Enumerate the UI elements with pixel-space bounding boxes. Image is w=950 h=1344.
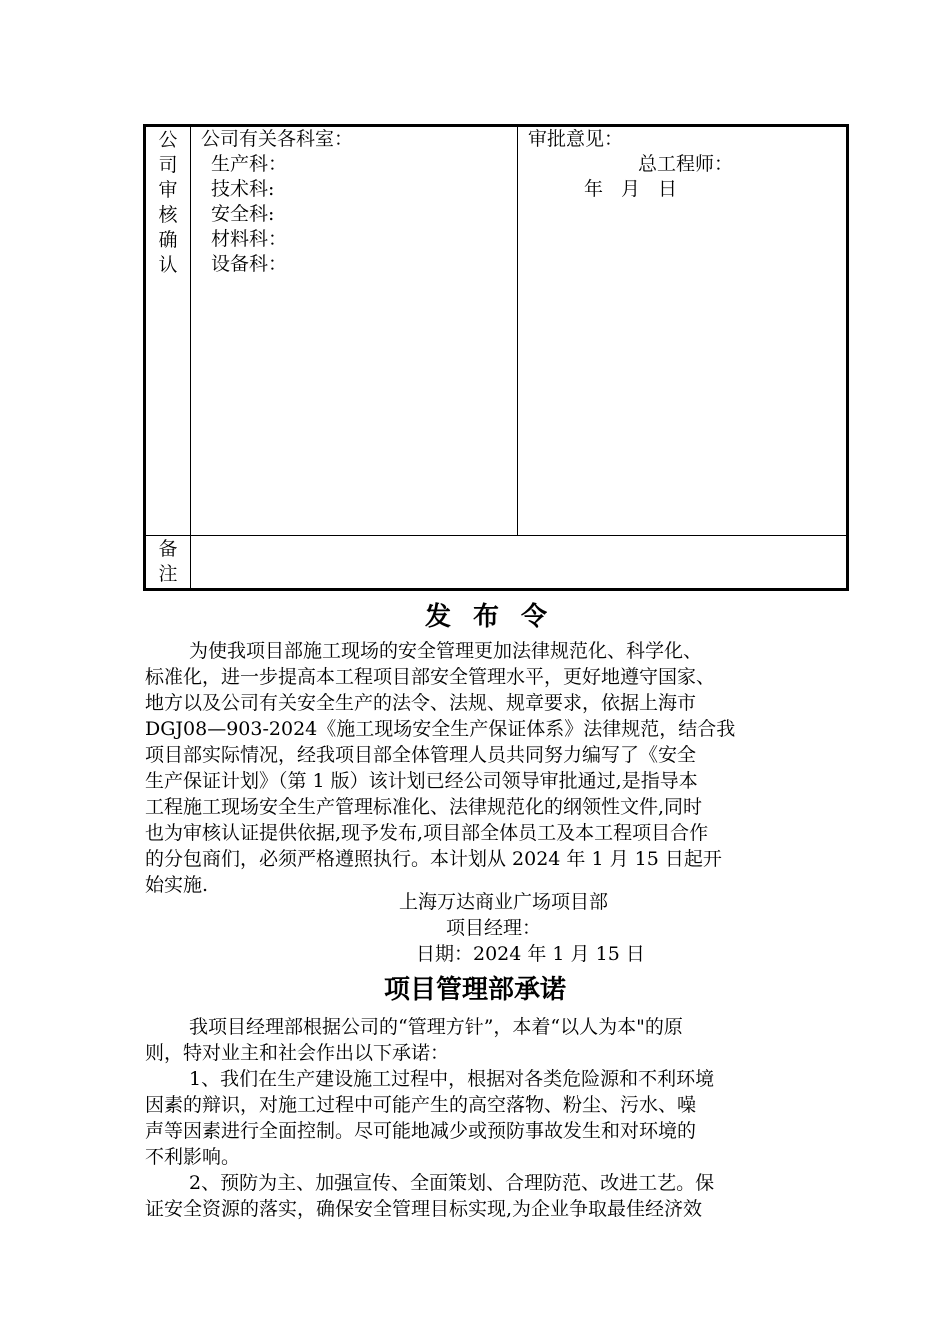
commitment-title: 项目管理部承诺 xyxy=(383,975,566,1005)
department-technology: 技术科: xyxy=(211,178,275,200)
department-production: 生产科： xyxy=(211,153,288,175)
publication-order-body xyxy=(145,638,807,898)
approval-label: 审批意见： xyxy=(528,128,624,150)
departments-heading: 公司有关各科室： xyxy=(201,128,354,150)
body-line: 为使我项目部施工现场的安全管理更加法律规范化、科学化、 xyxy=(189,640,703,662)
body-line: 标准化，进一步提高本工程项目部安全管理水平，更好地遵守国家、 xyxy=(145,666,716,688)
commitment-line: 证安全资源的落实，确保安全管理目标实现,为企业争取最佳经济效 xyxy=(145,1198,703,1220)
body-line: 工程施工现场安全生产管理标准化、法律规范化的纲领性文件,同时 xyxy=(145,796,703,818)
approval-cell xyxy=(518,126,848,536)
remarks-content-cell xyxy=(191,536,848,590)
date-year: 年 xyxy=(584,178,604,200)
commitment-line: 1、我们在生产建设施工过程中，根据对各类危险源和不利环境 xyxy=(189,1068,715,1090)
commitment-line: 不利影响。 xyxy=(145,1146,241,1168)
signature-date: 日期：2024 年 1 月 15 日 xyxy=(416,943,645,965)
company-review-label-cell xyxy=(145,126,191,536)
approval-date xyxy=(528,177,846,202)
publication-signature xyxy=(0,889,950,967)
chief-engineer-label: 总工程师： xyxy=(638,153,734,175)
remarks-row xyxy=(145,536,848,590)
body-line: 项目部实际情况，经我项目部全体管理人员共同努力编写了《安全 xyxy=(145,744,697,766)
commitment-line: 我项目经理部根据公司的“管理方针”，本着“以人为本"的原 xyxy=(189,1016,683,1038)
body-line: 也为审核认证提供依据,现予发布,项目部全体员工及本工程项目合作 xyxy=(145,822,709,844)
remarks-label: 备 注 xyxy=(158,538,178,585)
commitment-line: 因素的辩识，对施工过程中可能产生的高空落物、粉尘、污水、噪 xyxy=(145,1094,697,1116)
commitment-line: 则，特对业主和社会作出以下承诺： xyxy=(145,1042,450,1064)
body-line: 的分包商们，必须严格遵照执行。本计划从 2024 年 1 月 15 日起开 xyxy=(145,848,722,870)
body-line: 生产保证计划》（第 1 版）该计划已经公司领导审批通过,是指导本 xyxy=(145,770,698,792)
signature-org: 上海万达商业广场项目部 xyxy=(399,891,609,913)
body-line: 地方以及公司有关安全生产的法令、法规、规章要求，依据上海市 xyxy=(145,692,697,714)
department-equipment: 设备科： xyxy=(211,253,288,275)
department-safety: 安全科: xyxy=(211,203,275,225)
commitment-line: 2、预防为主、加强宣传、全面策划、合理防范、改进工艺。保 xyxy=(189,1172,715,1194)
date-day: 日 xyxy=(658,178,678,200)
date-month: 月 xyxy=(621,178,641,200)
signature-manager: 项目经理： xyxy=(446,917,542,939)
company-review-table xyxy=(143,124,849,591)
publication-order-title: 发布令 xyxy=(424,602,569,632)
body-line: DGJ08—903-2024《施工现场安全生产保证体系》法律规范，结合我 xyxy=(145,718,736,740)
company-review-label: 公 司 审 核 确 认 xyxy=(158,129,178,276)
remarks-label-cell xyxy=(145,536,191,590)
body-line: 始实施. xyxy=(145,874,209,896)
department-materials: 材料科： xyxy=(211,228,288,250)
commitment-line: 声等因素进行全面控制。尽可能地减少或预防事故发生和对环境的 xyxy=(145,1120,697,1142)
commitment-body xyxy=(145,1014,807,1222)
review-row xyxy=(145,126,848,536)
departments-cell xyxy=(191,126,518,536)
